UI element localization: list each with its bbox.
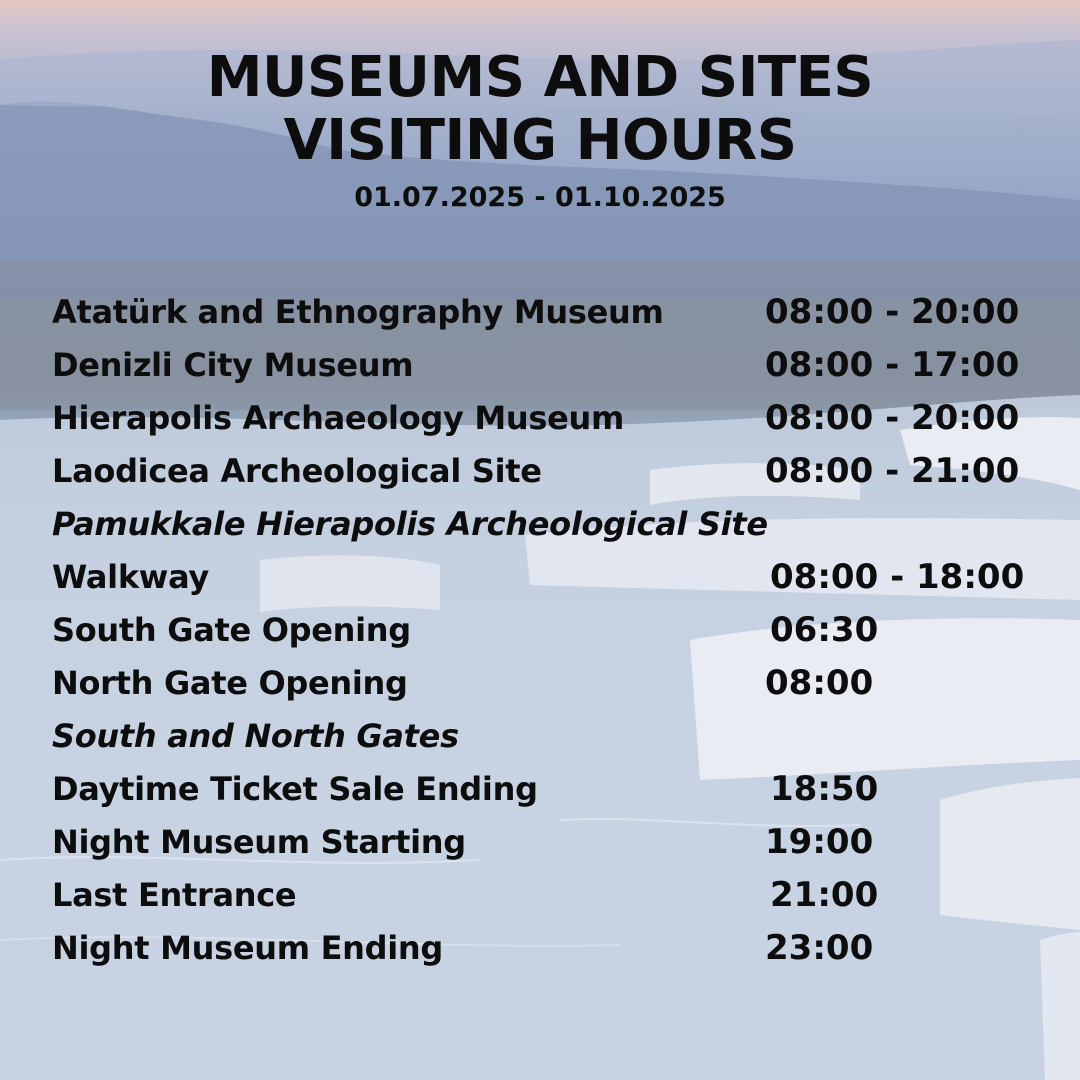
venue-hours: 21:00 [770, 875, 879, 915]
venue-hours: 19:00 [765, 822, 874, 862]
venue-hours: 08:00 - 17:00 [765, 345, 1020, 385]
schedule-section-heading [0, 499, 1080, 549]
venue-name: Last Entrance [52, 876, 297, 914]
schedule-row [0, 340, 1080, 390]
schedule-row [0, 552, 1080, 602]
schedule-row [0, 605, 1080, 655]
schedule-row [0, 817, 1080, 867]
schedule-row [0, 446, 1080, 496]
venue-name: Daytime Ticket Sale Ending [52, 770, 538, 808]
venue-name: Laodicea Archeological Site [52, 452, 542, 490]
venue-name: South Gate Opening [52, 611, 411, 649]
title-line-1: MUSEUMS AND SITES [206, 45, 874, 110]
venue-name: Hierapolis Archaeology Museum [52, 399, 625, 437]
venue-name: Night Museum Starting [52, 823, 466, 861]
venue-hours: 06:30 [770, 610, 879, 650]
schedule-row [0, 287, 1080, 337]
schedule-row [0, 764, 1080, 814]
section-heading: Pamukkale Hierapolis Archeological Site [52, 505, 768, 543]
title-line-2: VISITING HOURS [283, 108, 797, 173]
venue-hours: 23:00 [765, 928, 874, 968]
venue-hours: 08:00 - 21:00 [765, 451, 1020, 491]
venue-hours: 08:00 - 20:00 [765, 398, 1020, 438]
venue-hours: 08:00 [765, 663, 874, 703]
section-heading: South and North Gates [52, 717, 459, 755]
date-range: 01.07.2025 - 01.10.2025 [354, 182, 726, 213]
venue-name: Atatürk and Ethnography Museum [52, 293, 664, 331]
venue-hours: 08:00 - 20:00 [765, 292, 1020, 332]
venue-name: Walkway [52, 558, 209, 596]
schedule-row [0, 658, 1080, 708]
schedule-section-heading [0, 711, 1080, 761]
schedule-row [0, 923, 1080, 973]
venue-name: Night Museum Ending [52, 929, 444, 967]
venue-name: Denizli City Museum [52, 346, 414, 384]
venue-hours: 18:50 [770, 769, 879, 809]
venue-name: North Gate Opening [52, 664, 408, 702]
schedule-row [0, 393, 1080, 443]
venue-hours: 08:00 - 18:00 [770, 557, 1025, 597]
schedule-row [0, 870, 1080, 920]
